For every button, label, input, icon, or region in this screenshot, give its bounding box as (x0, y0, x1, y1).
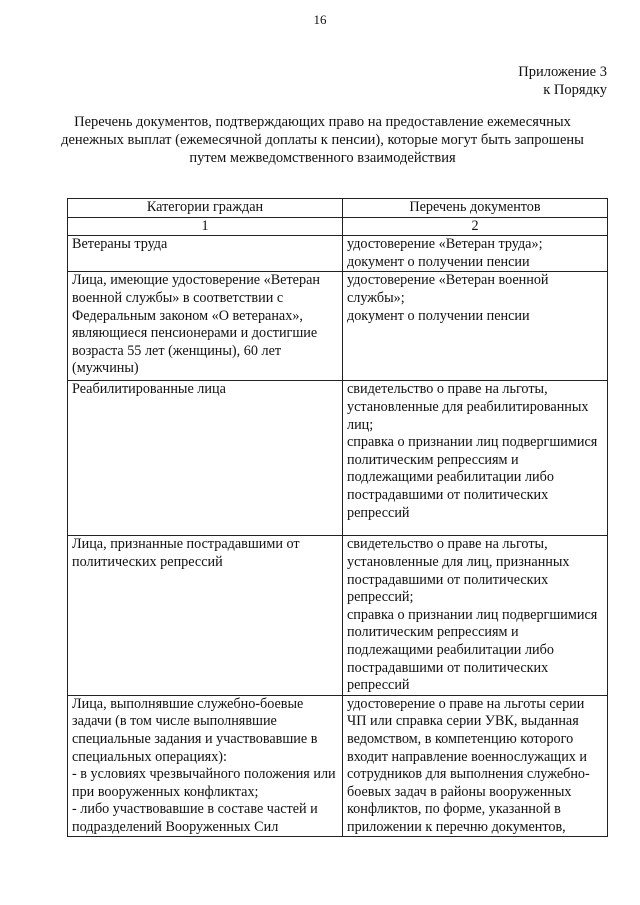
table-row (68, 695, 608, 837)
header-documents: Перечень документов (343, 199, 608, 218)
documents-cell: удостоверение о праве на льготы серии ЧП или справка серии УВК, выданная ведомством, в компетенцию которого входит направление военнослужащих и сотрудников для выполнения служебно-боевых задач в районы вооруженных конфликтов, по форме, указанной в приложении к перечню документов, (343, 695, 608, 837)
documents-cell: удостоверение «Ветеран труда»; документ о получении пенсии (343, 236, 608, 272)
category-cell: Лица, выполнявшие служебно-боевые задачи (в том числе выполнявшие специальные задания и участвовавшие в специальных операциях): - в условиях чрезвычайного положения или при вооруженных конфликтах; - либо участвовавшие в составе частей и подразделений Вооруженных Сил (68, 695, 343, 837)
documents-table (67, 198, 608, 837)
documents-cell: свидетельство о праве на льготы, установленные для лиц, признанных пострадавшими от политических репрессий; справка о признании лиц подвергшимися политическим репрессиям и подлежащими реабилитации либо пострадавшими от политических репрессий (343, 536, 608, 695)
page-number: 16 (313, 12, 327, 27)
category-cell: Реабилитированные лица (68, 381, 343, 536)
category-cell: Лица, признанные пострадавшими от политических репрессий (68, 536, 343, 695)
table-row (68, 381, 608, 536)
header-categories: Категории граждан (68, 199, 343, 218)
column-number-2: 2 (343, 217, 608, 236)
documents-cell: удостоверение «Ветеран военной службы»; документ о получении пенсии (343, 272, 608, 381)
table-number-row (68, 217, 608, 236)
table-row (68, 272, 608, 381)
documents-cell: свидетельство о праве на льготы, установленные для реабилитированных лиц; справка о признании лиц подвергшимися политическим репрессиям и подлежащими реабилитации либо пострадавшими от политических репрессий (343, 381, 608, 536)
table-header-row (68, 199, 608, 218)
appendix-reference (518, 63, 607, 99)
appendix-line-2: к Порядку (543, 82, 607, 98)
document-title: Перечень документов, подтверждающих право на предоставление ежемесячных денежных выплат (ежемесячной доплаты к пенсии), которые могут быть запрошены путем межведомственного взаимодействия (61, 114, 584, 166)
column-number-1: 1 (68, 217, 343, 236)
category-cell: Лица, имеющие удостоверение «Ветеран военной службы» в соответствии с Федеральным законом «О ветеранах», являющиеся пенсионерами и достигшие возраста 55 лет (женщины), 60 лет (мужчины) (68, 272, 343, 381)
table-row (68, 536, 608, 695)
appendix-line-1: Приложение 3 (518, 64, 607, 80)
table-row (68, 236, 608, 272)
category-cell: Ветераны труда (68, 236, 343, 272)
